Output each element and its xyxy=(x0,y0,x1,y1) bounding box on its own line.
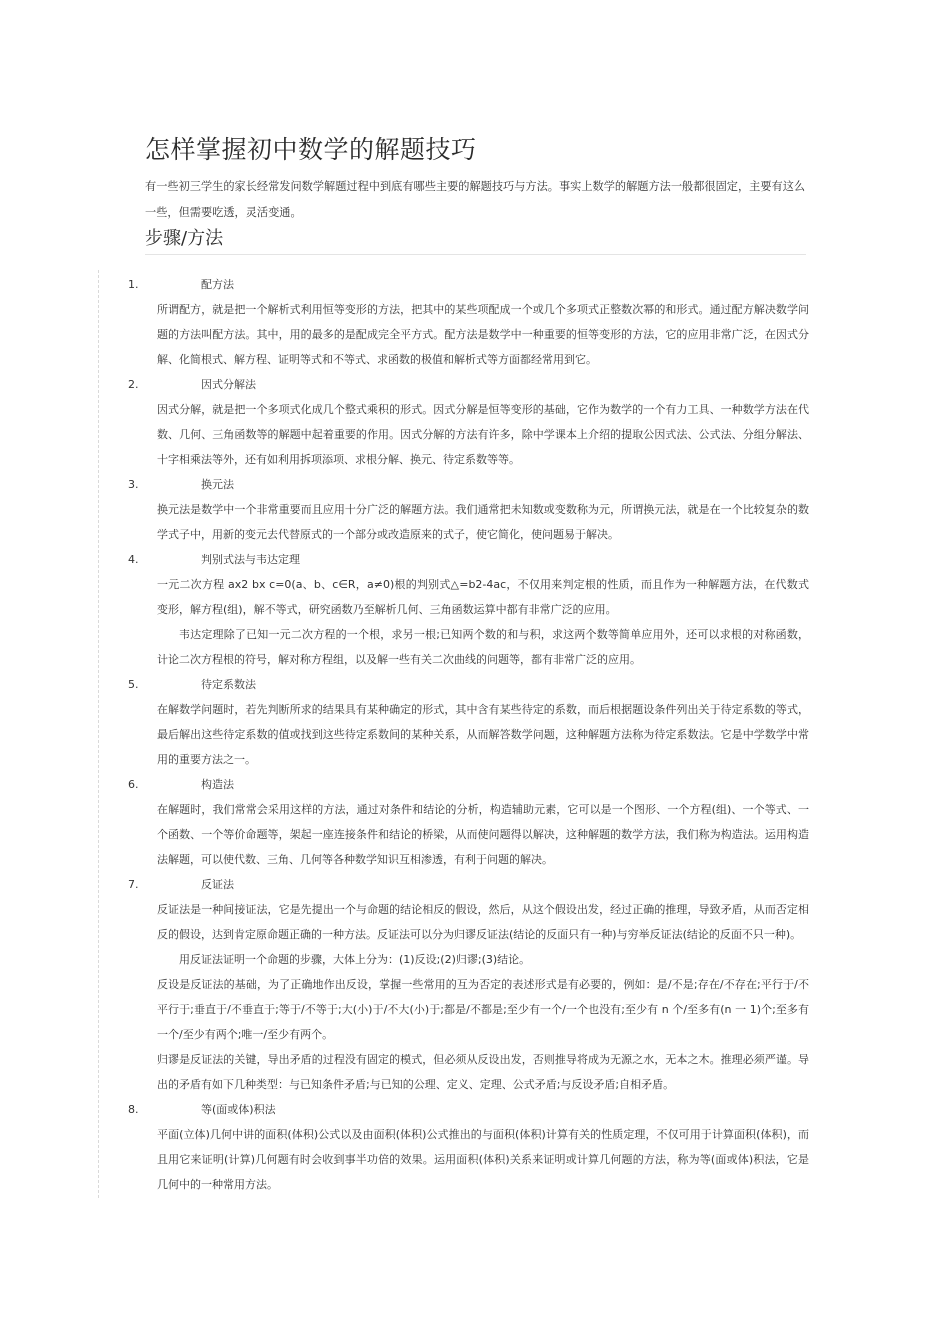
step-number: 8. xyxy=(128,1103,139,1116)
step-title: 反证法 xyxy=(201,878,234,891)
step-item xyxy=(0,872,950,1097)
step-number: 4. xyxy=(128,553,139,566)
step-header xyxy=(0,472,950,497)
step-item xyxy=(0,672,950,772)
intro-paragraph: 有一些初三学生的家长经常发问数学解题过程中到底有哪些主要的解题技巧与方法。事实上数学的解题方法一般都很固定，主要有这么一些，但需要吃透，灵活变通。 xyxy=(145,180,806,219)
step-body xyxy=(157,797,809,872)
steps-list xyxy=(0,272,950,1197)
step-body xyxy=(157,397,809,472)
step-number: 3. xyxy=(128,478,139,491)
step-number: 1. xyxy=(128,278,139,291)
step-body xyxy=(157,497,809,547)
step-body xyxy=(157,297,809,372)
step-item xyxy=(0,772,950,872)
section-divider xyxy=(145,254,806,255)
step-paragraph: 反证法是一种间接证法，它是先提出一个与命题的结论相反的假设，然后，从这个假设出发，经过正确的推理，导致矛盾，从而否定相反的假设，达到肯定原命题正确的一种方法。反证法可以分为归谬反证法(结论的反面只有一种)与穷举反证法(结论的反面不只一种)。 xyxy=(157,903,809,941)
step-item xyxy=(0,472,950,547)
step-number: 5. xyxy=(128,678,139,691)
step-item xyxy=(0,272,950,372)
step-title: 配方法 xyxy=(201,278,234,291)
step-item xyxy=(0,1097,950,1197)
step-body xyxy=(157,897,809,1097)
step-paragraph: 平面(立体)几何中讲的面积(体积)公式以及由面积(体积)公式推出的与面积(体积)计算有关的性质定理，不仅可用于计算面积(体积)，而且用它来证明(计算)几何题有时会收到事半功倍的效果。运用面积(体积)关系来证明或计算几何题的方法，称为等(面或体)积法，它是几何中的一种常用方法。 xyxy=(157,1128,809,1191)
step-paragraph: 因式分解，就是把一个多项式化成几个整式乘积的形式。因式分解是恒等变形的基础，它作为数学的一个有力工具、一种数学方法在代数、几何、三角函数等的解题中起着重要的作用。因式分解的方法有许多，除中学课本上介绍的提取公因式法、公式法、分组分解法、十字相乘法等外，还有如利用拆项添项、求根分解、换元、待定系数等等。 xyxy=(157,403,809,466)
step-paragraph: 在解题时，我们常常会采用这样的方法，通过对条件和结论的分析，构造辅助元素，它可以是一个图形、一个方程(组)、一个等式、一个函数、一个等价命题等，架起一座连接条件和结论的桥梁，从而使问题得以解决，这种解题的数学方法，我们称为构造法。运用构造法解题，可以使代数、三角、几何等各种数学知识互相渗透，有利于问题的解决。 xyxy=(157,803,809,866)
step-paragraph: 在解数学问题时，若先判断所求的结果具有某种确定的形式，其中含有某些待定的系数，而后根据题设条件列出关于待定系数的等式，最后解出这些待定系数的值或找到这些待定系数间的某种关系，从而解答数学问题，这种解题方法称为待定系数法。它是中学数学中常用的重要方法之一。 xyxy=(157,703,809,766)
step-item xyxy=(0,372,950,472)
step-number: 2. xyxy=(128,378,139,391)
step-title: 待定系数法 xyxy=(201,678,256,691)
step-paragraph: 一元二次方程 ax2 bx c=0(a、b、c∈R，a≠0)根的判别式△=b2-4ac，不仅用来判定根的性质，而且作为一种解题方法，在代数式变形，解方程(组)，解不等式，研究函数乃至解析几何、三角函数运算中都有非常广泛的应用。 xyxy=(157,578,809,616)
step-title: 换元法 xyxy=(201,478,234,491)
step-header xyxy=(0,372,950,397)
step-title: 判别式法与韦达定理 xyxy=(201,553,300,566)
step-paragraph: 韦达定理除了已知一元二次方程的一个根，求另一根;已知两个数的和与积，求这两个数等简单应用外，还可以求根的对称函数，计论二次方程根的符号，解对称方程组，以及解一些有关二次曲线的问题等，都有非常广泛的应用。 xyxy=(157,628,809,666)
page-title: 怎样掌握初中数学的解题技巧 xyxy=(145,135,477,164)
step-header xyxy=(0,272,950,297)
step-paragraph: 反设是反证法的基础，为了正确地作出反设，掌握一些常用的互为否定的表述形式是有必要的，例如：是/不是;存在/不存在;平行于/不平行于;垂直于/不垂直于;等于/不等于;大(小)于/不大(小)于;都是/不都是;至少有一个/一个也没有;至少有 n 个/至多有(n 一 1)个;至多有一个/至少有两个;唯一/至少有两个。 xyxy=(157,978,809,1041)
step-paragraph: 换元法是数学中一个非常重要而且应用十分广泛的解题方法。我们通常把未知数或变数称为元，所谓换元法，就是在一个比较复杂的数学式子中，用新的变元去代替原式的一个部分或改造原来的式子，使它简化，使问题易于解决。 xyxy=(157,503,809,541)
step-body xyxy=(157,1122,809,1197)
step-number: 6. xyxy=(128,778,139,791)
step-body xyxy=(157,572,809,672)
step-header xyxy=(0,772,950,797)
step-header xyxy=(0,1097,950,1122)
step-body xyxy=(157,697,809,772)
step-header xyxy=(0,547,950,572)
step-title: 因式分解法 xyxy=(201,378,256,391)
step-item xyxy=(0,547,950,672)
step-title: 构造法 xyxy=(201,778,234,791)
step-header xyxy=(0,672,950,697)
step-paragraph: 归谬是反证法的关键，导出矛盾的过程没有固定的模式，但必须从反设出发，否则推导将成为无源之水，无本之木。推理必须严谨。导出的矛盾有如下几种类型：与已知条件矛盾;与已知的公理、定义、定理、公式矛盾;与反设矛盾;自相矛盾。 xyxy=(157,1053,809,1091)
step-paragraph: 所谓配方，就是把一个解析式利用恒等变形的方法，把其中的某些项配成一个或几个多项式正整数次幂的和形式。通过配方解决数学问题的方法叫配方法。其中，用的最多的是配成完全平方式。配方法是数学中一种重要的恒等变形的方法，它的应用非常广泛，在因式分解、化简根式、解方程、证明等式和不等式、求函数的极值和解析式等方面都经常用到它。 xyxy=(157,303,809,366)
section-heading: 步骤/方法 xyxy=(145,228,224,249)
step-title: 等(面或体)积法 xyxy=(201,1103,276,1116)
step-paragraph: 用反证法证明一个命题的步骤，大体上分为：(1)反设;(2)归谬;(3)结论。 xyxy=(179,953,531,966)
step-header xyxy=(0,872,950,897)
step-number: 7. xyxy=(128,878,139,891)
